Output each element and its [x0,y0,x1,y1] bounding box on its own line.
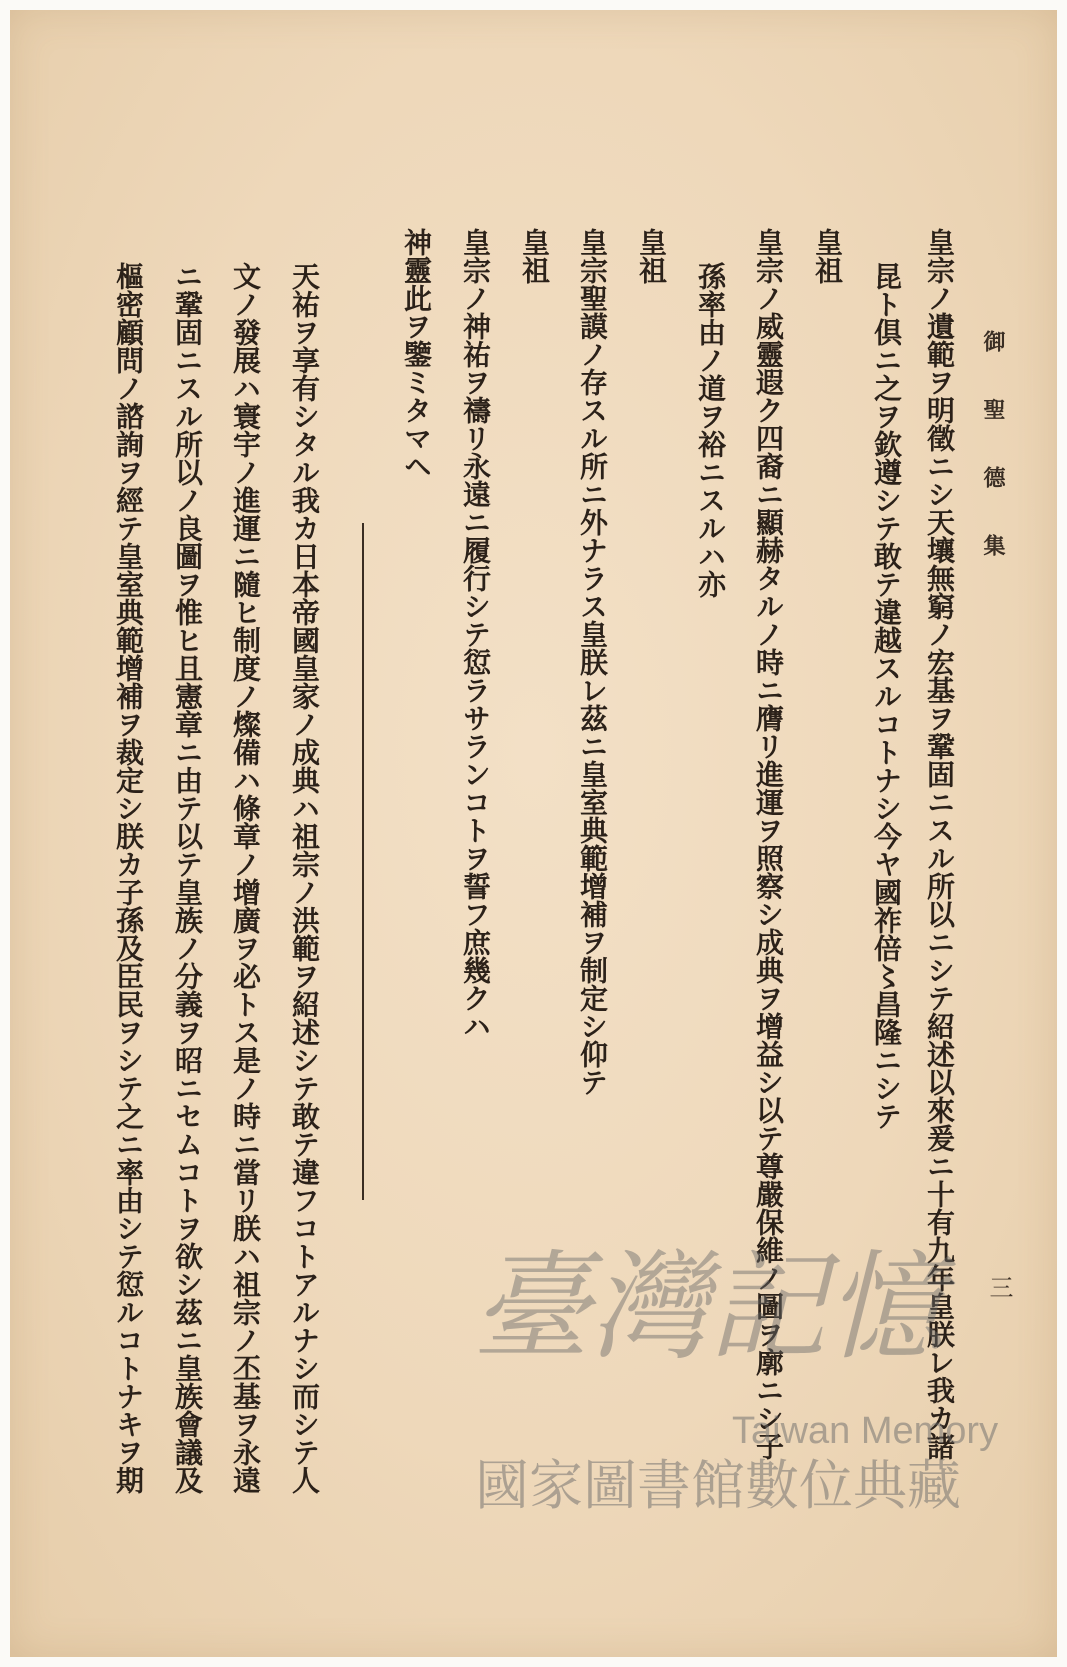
watermark-institution: 國家圖書館數位典藏 [475,1454,961,1517]
watermark-logo: 臺灣記憶 [472,1238,945,1376]
watermark-english: Taiwan Memory [732,1410,999,1452]
text-column: 皇宗ノ遺範ヲ明徵ニシ天壤無窮ノ宏基ヲ鞏固ニスル所以ニシテ紹述以來爰ニ十有九年皇朕レ我カ諸 [923,228,956,1460]
text-column: 天祐ヲ享有シタル我カ日本帝國皇家ノ成典ハ祖宗ノ洪範ヲ紹述シテ敢テ違フコトアルナシ而シテ人 [288,262,321,1494]
text-column: 皇祖 [518,228,551,284]
text-column: ニ鞏固ニスル所以ノ良圖ヲ惟ヒ且憲章ニ由テ以テ皇族ノ分義ヲ昭ニセムコトヲ欲シ茲ニ皇族會議及 [171,262,204,1494]
text-column: 皇宗聖謨ノ存スル所ニ外ナラス皇朕レ茲ニ皇室典範增補ヲ制定シ仰テ [576,228,609,1096]
text-column: 文ノ發展ハ寰宇ノ進運ニ隨ヒ制度ノ燦備ハ條章ノ增廣ヲ必トス是ノ時ニ當リ朕ハ祖宗ノ丕基ヲ永遠 [229,262,262,1494]
text-column: 皇祖 [635,228,668,284]
text-column: 皇宗ノ神祐ヲ禱リ永遠ニ履行シテ愆ラサランコトヲ誓フ庶幾クハ [459,228,492,1040]
column-divider-line [362,523,364,1200]
text-column: 樞密顧問ノ諮詢ヲ經テ皇室典範增補ヲ裁定シ朕カ子孫及臣民ヲシテ之ニ率由シテ愆ルコトナキヲ期 [112,262,145,1494]
page-number: 三 [985,1275,1013,1299]
text-column: 昆ト倶ニ之ヲ欽遵シテ敢テ違越スルコトナシ今ヤ國祚倍〻昌隆ニシテ [870,262,903,1130]
running-header: 御 聖 德 集 [980,330,1006,566]
book-page [10,10,1057,1657]
text-column: 皇宗ノ威靈遐ク四裔ニ顯赫タルノ時ニ膺リ進運ヲ照察シ成典ヲ增益シ以テ尊嚴保維ノ圖ヲ廓ニシ子 [752,228,785,1460]
text-column: 皇祖 [811,228,844,284]
text-column: 孫率由ノ道ヲ裕ニスルハ亦 [694,262,727,598]
text-column: 神靈此ヲ鑒ミタマヘ [400,228,433,480]
